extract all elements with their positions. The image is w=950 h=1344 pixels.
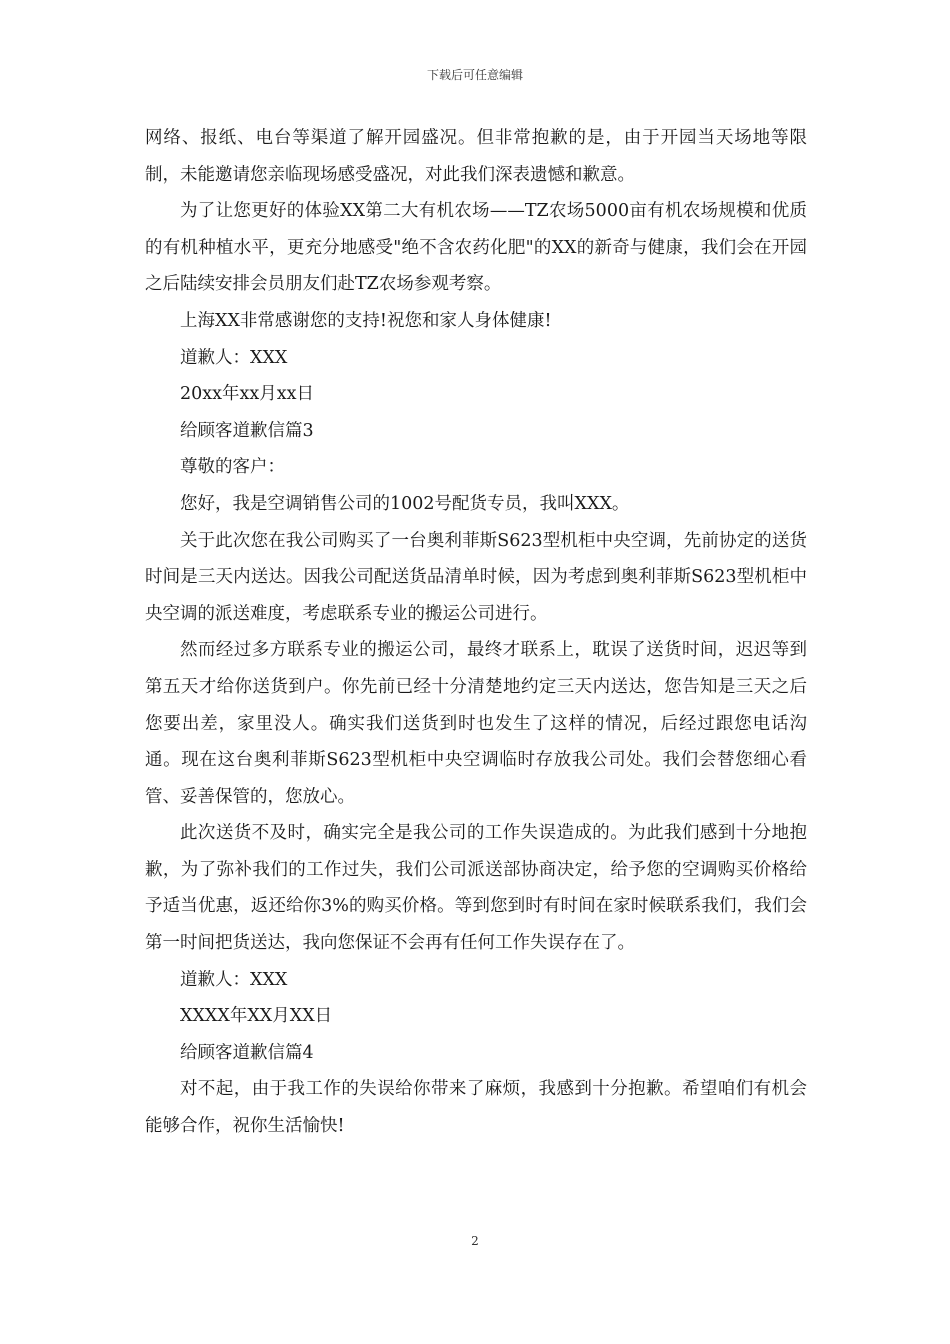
date-line: XXXX年XX月XX日 <box>180 1006 333 1027</box>
page-header: 下载后可任意编辑 <box>426 68 523 82</box>
paragraph: 对不起，由于我工作的失误给你带来了麻烦，我感到十分抱歉。希望咱们有机会能够合作，祝你生活愉快! <box>145 1079 807 1137</box>
salutation: 尊敬的客户： <box>180 457 285 478</box>
paragraph: 网络、报纸、电台等渠道了解开园盛况。但非常抱歉的是，由于开园当天场地等限制，未能邀请您亲临现场感受盛况，对此我们深表遗憾和歉意。 <box>145 128 807 185</box>
page-number: 2 <box>471 1234 479 1248</box>
paragraph: 此次送货不及时，确实完全是我公司的工作失误造成的。为此我们感到十分地抱歉，为了弥补我们的工作过失，我们公司派送部协商决定，给予您的空调购买价格给予适当优惠，返还给你3%的购买价格。等到您到时有时间在家时候联系我们，我们会第一时间把货送达，我向您保证不会再有任何工作失误存在了。 <box>145 823 807 954</box>
paragraph: 您好，我是空调销售公司的1002号配货专员，我叫XXX。 <box>180 493 630 514</box>
paragraph: 为了让您更好的体验XX第二大有机农场——TZ农场5000亩有机农场规模和优质的有机种植水平，更充分地感受"绝不含农药化肥"的XX的新奇与健康，我们会在开园之后陆续安排会员朋友们赴TZ农场参观考察。 <box>145 201 807 295</box>
section-title: 给顾客道歉信篇4 <box>180 1042 314 1063</box>
paragraph: 关于此次您在我公司购买了一台奥利菲斯S623型机柜中央空调，先前协定的送货时间是三天内送达。因我公司配送货品清单时候，因为考虑到奥利菲斯S623型机柜中央空调的派送难度，考虑联系专业的搬运公司进行。 <box>145 530 807 624</box>
signature-line: 道歉人：XXX <box>180 969 288 990</box>
signature-line: 道歉人：XXX <box>180 347 288 368</box>
paragraph: 然而经过多方联系专业的搬运公司，最终才联系上，耽误了送货时间，迟迟等到第五天才给你送货到户。你先前已经十分清楚地约定三天内送达，您告知是三天之后您要出差，家里没人。确实我们送货到时也发生了这样的情况，后经过跟您电话沟通。现在这台奥利菲斯S623型机柜中央空调临时存放我公司处。我们会替您细心看管、妥善保管的，您放心。 <box>145 640 807 807</box>
date-line: 20xx年xx月xx日 <box>180 384 314 405</box>
document-body <box>145 120 807 1145</box>
paragraph: 上海XX非常感谢您的支持!祝您和家人身体健康! <box>180 310 552 331</box>
section-title: 给顾客道歉信篇3 <box>180 420 314 441</box>
